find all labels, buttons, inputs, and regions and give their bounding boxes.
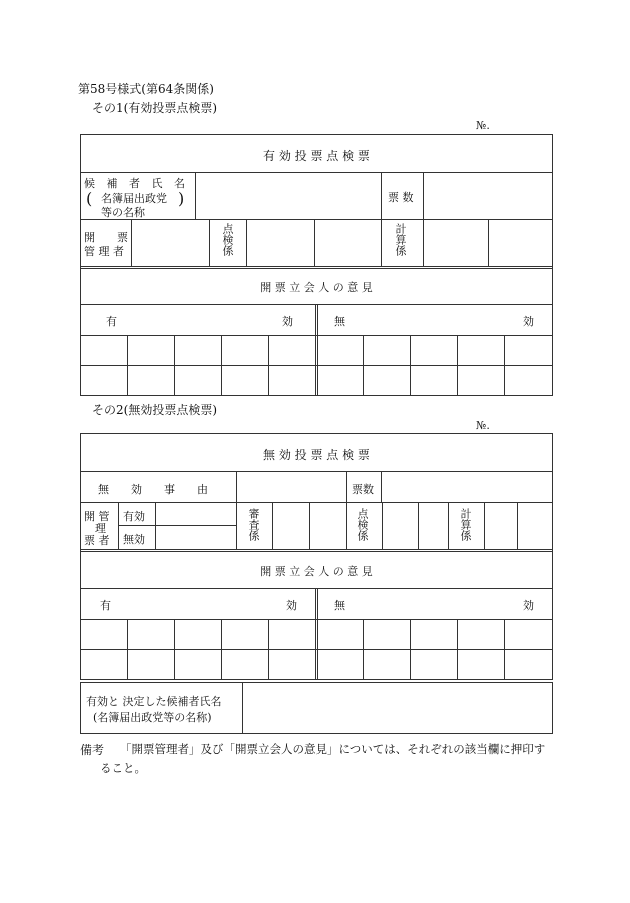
decided-label-1: 有効と 決定した候補者氏名 [86, 695, 222, 708]
reviewer-label: 審査係 [247, 508, 260, 541]
manager-label-1: 開 票 [84, 231, 128, 244]
invalid-label: 無 [334, 315, 345, 328]
sheet2-opinion-heading: 開 票 立 会 人 の 意 見 [260, 565, 373, 578]
valid-label-s2-2: 効 [286, 599, 297, 612]
invalid-label-s2-2: 効 [523, 599, 534, 612]
note-text-1: 「開票管理者」及び「開票立会人の意見」については、それぞれの該当欄に押印す [120, 742, 546, 756]
checker-label-2: 点検係 [356, 508, 369, 541]
valid-row-label: 有効 [123, 510, 145, 523]
manager-l3: 票 者 [84, 534, 110, 547]
counter-label: 計算係 [394, 223, 407, 256]
votes-label-2: 票数 [352, 483, 374, 496]
valid-label-s2: 有 [100, 599, 111, 612]
manager-label-2: 管 理 者 [84, 245, 124, 258]
checker-label: 点検係 [221, 223, 234, 256]
number-label-2: №. [476, 419, 490, 432]
candidate-sub2: 等の名称 [101, 206, 145, 219]
candidate-label: 候 補 者 氏 名 [84, 177, 189, 190]
form-title: 第58号様式(第64条関係) [78, 82, 214, 96]
note-label: 備考 [80, 743, 105, 757]
invalid-row-label: 無効 [123, 533, 145, 546]
candidate-sub1: 名簿届出政党 [101, 192, 167, 205]
reason-label: 無 効 事 由 [98, 483, 208, 496]
valid-label: 有 [106, 315, 117, 328]
bracket-right: ) [178, 189, 185, 208]
votes-label: 票 数 [388, 191, 414, 204]
note-text-2: ること。 [100, 761, 146, 775]
invalid-label-s2: 無 [334, 599, 345, 612]
decided-label-2: (名簿届出政党等の名称) [93, 711, 212, 724]
invalid-label-2: 効 [523, 315, 534, 328]
valid-label-2: 効 [282, 315, 293, 328]
manager-l1: 開 管 [84, 510, 110, 523]
part2-label: その2(無効投票点検票) [92, 403, 217, 417]
part1-label: その1(有効投票点検票) [92, 101, 217, 115]
sheet1-opinion-heading: 開 票 立 会 人 の 意 見 [260, 281, 373, 294]
counter-label-2: 計算係 [459, 508, 472, 541]
sheet1-heading: 有 効 投 票 点 検 票 [263, 149, 370, 163]
manager-l2: 理 [95, 522, 106, 535]
bracket-left: ( [86, 189, 93, 208]
number-label: №. [476, 119, 490, 132]
sheet2-heading: 無 効 投 票 点 検 票 [263, 448, 370, 462]
